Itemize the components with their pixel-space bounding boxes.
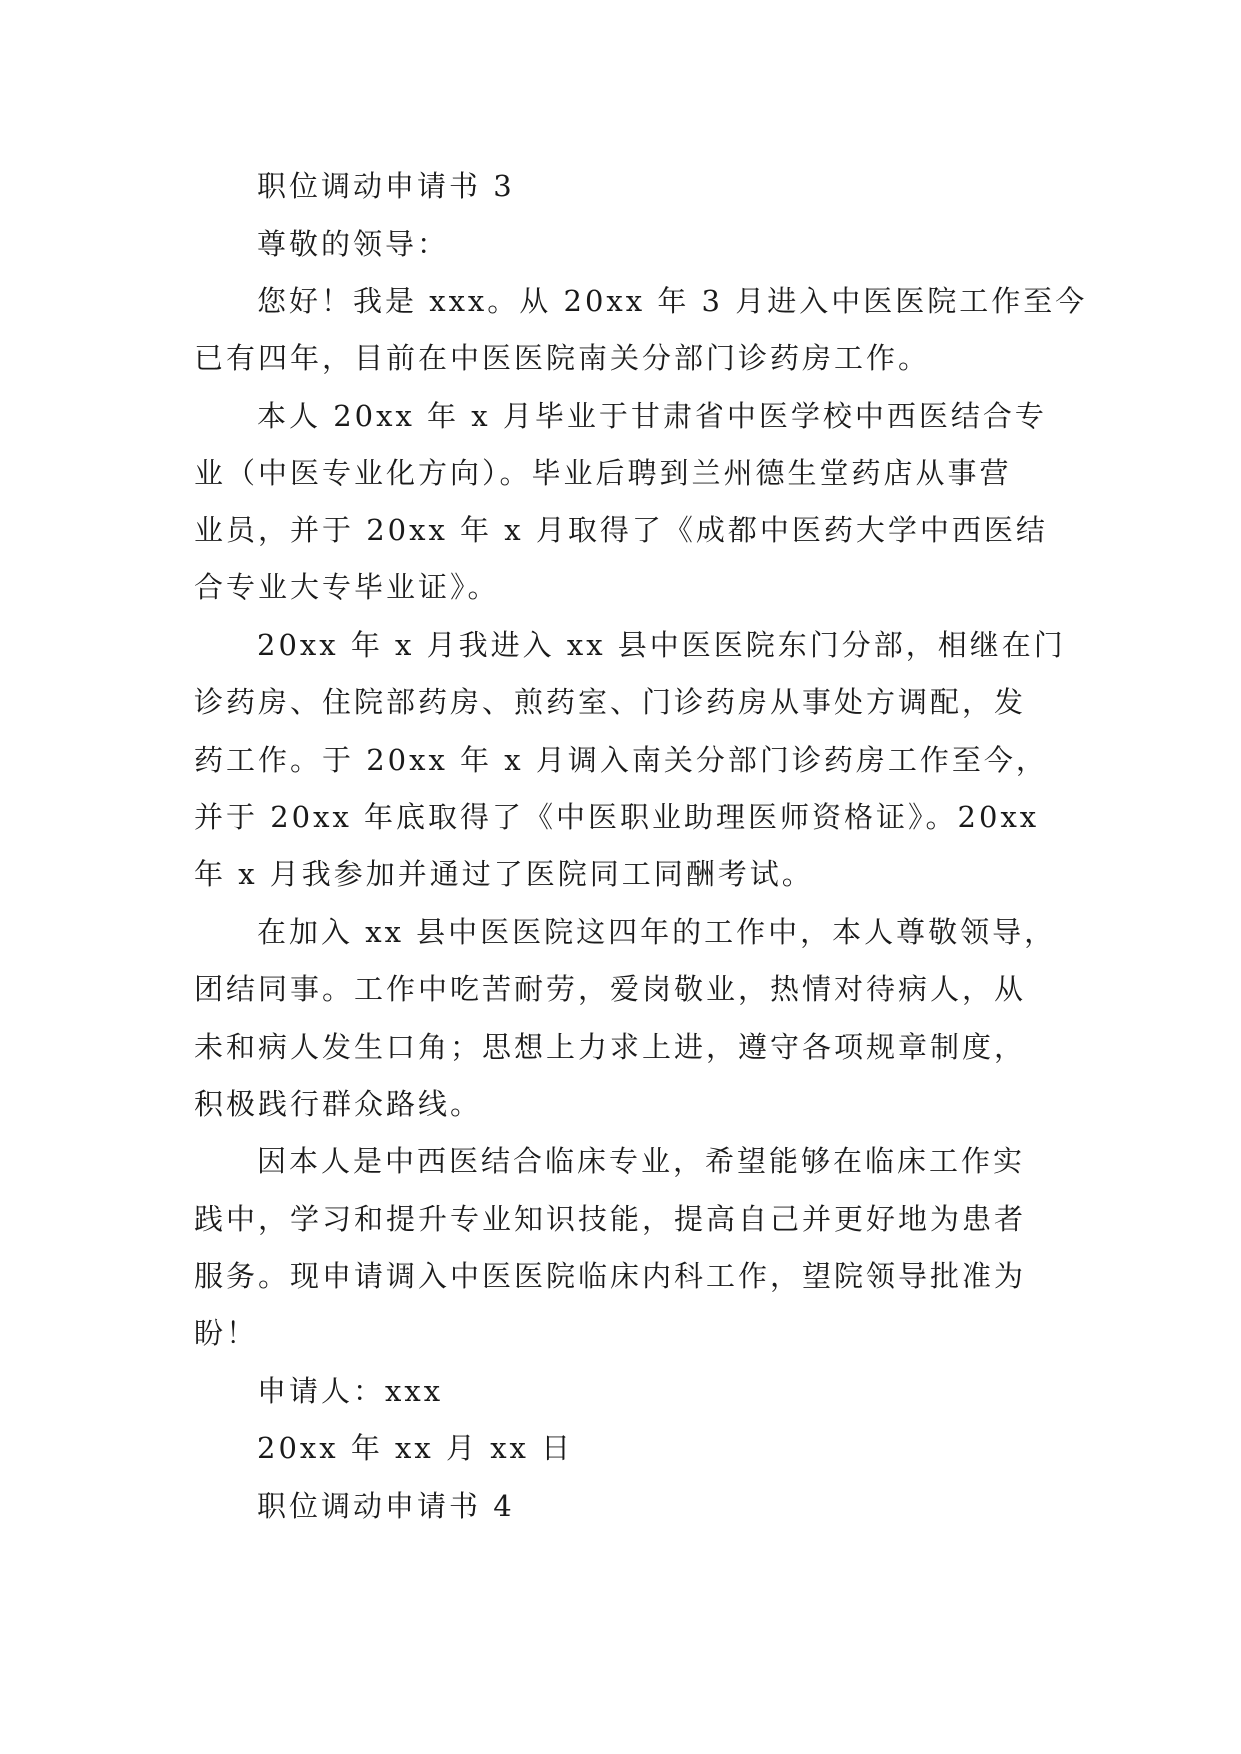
signature-date: 20xx 年 xx 月 xx 日 — [257, 1431, 574, 1465]
paragraph-5-line-1: 因本人是中西医结合临床专业，希望能够在临床工作实 — [257, 1144, 1026, 1178]
paragraph-2-line-4: 合专业大专毕业证》。 — [194, 570, 500, 604]
paragraph-5-line-3: 服务。现申请调入中医医院临床内科工作，望院领导批准为 — [194, 1259, 1027, 1293]
document-title-3: 职位调动申请书 3 — [257, 169, 515, 203]
paragraph-5-line-2: 践中，学习和提升专业知识技能，提高自己并更好地为患者 — [194, 1202, 1027, 1236]
paragraph-4-line-2: 团结同事。工作中吃苦耐劳，爱岗敬业，热情对待病人，从 — [194, 972, 1027, 1006]
paragraph-3-line-3: 药工作。于 20xx 年 x 月调入南关分部门诊药房工作至今， — [194, 743, 1048, 777]
paragraph-3-line-5: 年 x 月我参加并通过了医院同工同酬考试。 — [194, 857, 814, 891]
paragraph-3-line-2: 诊药房、住院部药房、煎药室、门诊药房从事处方调配，发 — [194, 685, 1027, 719]
paragraph-2-line-2: 业（中医专业化方向）。毕业后聘到兰州德生堂药店从事营 — [194, 456, 1012, 490]
paragraph-3-line-4: 并于 20xx 年底取得了《中医职业助理医师资格证》。20xx — [194, 800, 1040, 834]
paragraph-2-line-3: 业员，并于 20xx 年 x 月取得了《成都中医药大学中西医结 — [194, 513, 1048, 547]
paragraph-4-line-4: 积极践行群众路线。 — [194, 1087, 483, 1121]
paragraph-1-line-2: 已有四年，目前在中医医院南关分部门诊药房工作。 — [194, 341, 931, 375]
paragraph-1-line-1: 您好！我是 xxx。从 20xx 年 3 月进入中医医院工作至今 — [257, 284, 1088, 318]
document-title-4: 职位调动申请书 4 — [257, 1489, 515, 1523]
applicant-signature: 申请人：xxx — [257, 1374, 444, 1408]
paragraph-3-line-1: 20xx 年 x 月我进入 xx 县中医医院东门分部，相继在门 — [257, 628, 1066, 662]
paragraph-4-line-3: 未和病人发生口角；思想上力求上进，遵守各项规章制度， — [194, 1030, 1027, 1064]
paragraph-2-line-1: 本人 20xx 年 x 月毕业于甘肃省中医学校中西医结合专 — [257, 399, 1047, 433]
paragraph-4-line-1: 在加入 xx 县中医医院这四年的工作中，本人尊敬领导， — [257, 915, 1057, 949]
salutation: 尊敬的领导： — [257, 227, 450, 261]
paragraph-5-line-4: 盼！ — [194, 1316, 259, 1350]
